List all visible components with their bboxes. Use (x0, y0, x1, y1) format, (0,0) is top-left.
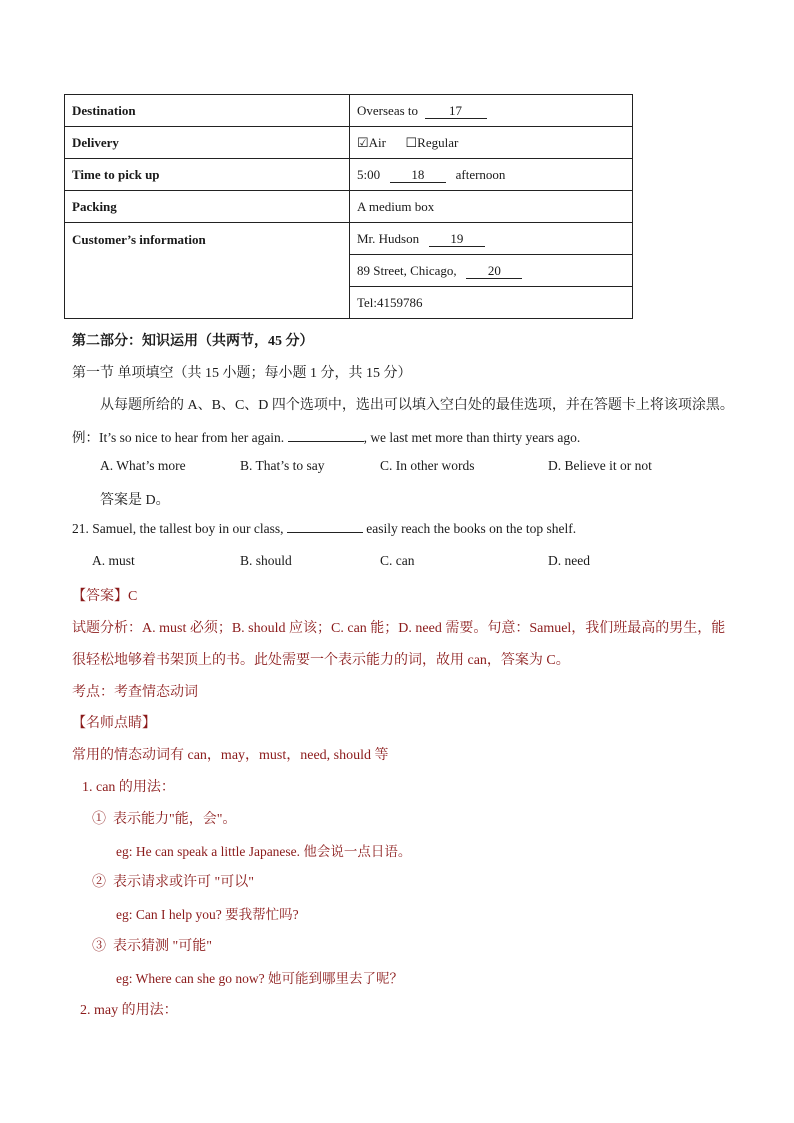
example-option-d: D. Believe it or not (548, 458, 652, 473)
example-option-a: A. What’s more (100, 458, 186, 473)
can-use-2-example: eg: Can I help you? 要我帮忙吗? (116, 907, 299, 922)
example-option-c: C. In other words (380, 458, 475, 473)
can-use-1-example: eg: He can speak a little Japanese. 他会说一点日语。 (116, 844, 412, 859)
example-prefix: 例：It’s so nice to hear from her again. (72, 430, 285, 445)
analysis-line-2: 很轻松地够着书架顶上的书。此处需要一个表示能力的词，故用 can，答案为 C。 (72, 653, 570, 668)
use-number: ① (92, 812, 106, 827)
value-prefix: Mr. Hudson (357, 230, 420, 246)
blank-18: 18 (390, 168, 446, 183)
blank-17: 17 (425, 104, 487, 119)
question-21 (72, 521, 576, 537)
instructions: 从每题所给的 A、B、C、D 四个选项中，选出可以填入空白处的最佳选项，并在答题卡上将该项涂黑。 (100, 398, 734, 413)
row-label: Customer’s information (65, 223, 350, 319)
table-row (65, 223, 633, 255)
example-option-b: B. That’s to say (240, 458, 325, 473)
table-row (65, 159, 633, 191)
blank-19: 19 (429, 232, 485, 247)
air-checkbox-icon: ☑ (357, 134, 369, 150)
can-heading: 1. can 的用法： (82, 780, 175, 795)
answer-tag: 【答案】C (72, 589, 138, 604)
air-option-label: Air (368, 134, 386, 150)
answer-blank (287, 521, 363, 533)
example-question (72, 426, 580, 446)
use-number: ② (92, 875, 106, 890)
can-use-3 (92, 935, 212, 955)
use-text: 表示请求或许可 "可以" (113, 875, 254, 890)
table-row (65, 191, 633, 223)
use-text: 表示猜测 "可能" (113, 939, 212, 954)
row-label: Time to pick up (65, 159, 350, 191)
can-use-3-example: eg: Where can she go now? 她可能到哪里去了呢？ (116, 971, 403, 986)
kaodian: 考点：考查情态动词 (72, 685, 198, 700)
row-label: Delivery (65, 127, 350, 159)
tips-tag: 【名师点睛】 (72, 716, 156, 731)
example-suffix: , we last met more than thirty years ago. (363, 430, 581, 445)
value-prefix: Overseas to (357, 102, 419, 118)
use-number: ③ (92, 939, 106, 954)
q21-prefix: 21. Samuel, the tallest boy in our class, (72, 521, 284, 536)
row-value (350, 127, 633, 159)
use-text: 表示能力"能，会"。 (113, 812, 237, 827)
q21-option-a: A. must (92, 553, 135, 568)
value-suffix: afternoon (455, 166, 506, 182)
regular-checkbox-icon: ☐ (405, 134, 418, 150)
section1-heading: 第一节 单项填空（共 15 小题；每小题 1 分，共 15 分） (72, 366, 412, 381)
value-prefix: 5:00 (357, 166, 381, 182)
blank-20: 20 (466, 264, 522, 279)
row-value (350, 159, 633, 191)
q21-suffix: easily reach the books on the top shelf. (366, 521, 577, 536)
info-form-table (64, 94, 633, 319)
table-row (65, 95, 633, 127)
q21-option-b: B. should (240, 553, 292, 568)
row-value: A medium box (350, 191, 633, 223)
q21-option-d: D. need (548, 553, 590, 568)
table-row (65, 127, 633, 159)
part2-heading: 第二部分：知识运用（共两节，45 分） (72, 334, 314, 349)
answer-blank (288, 430, 364, 442)
row-value: Tel:4159786 (350, 287, 633, 319)
row-value (350, 223, 633, 255)
can-use-2 (92, 871, 254, 891)
row-label: Destination (65, 95, 350, 127)
tips-intro: 常用的情态动词有 can，may，must，need, should 等 (72, 748, 389, 763)
value-prefix: 89 Street, Chicago, (357, 262, 457, 278)
row-label: Packing (65, 191, 350, 223)
regular-option-label: Regular (417, 134, 459, 150)
can-use-1 (92, 808, 236, 828)
q21-option-c: C. can (380, 553, 415, 568)
example-answer: 答案是 D。 (100, 493, 170, 508)
analysis-line-1: 试题分析：A. must 必须；B. should 应该；C. can 能；D. need 需要。句意：Samuel，我们班最高的男生，能 (72, 621, 726, 636)
row-value (350, 95, 633, 127)
may-heading: 2. may 的用法： (80, 1003, 178, 1018)
row-value (350, 255, 633, 287)
